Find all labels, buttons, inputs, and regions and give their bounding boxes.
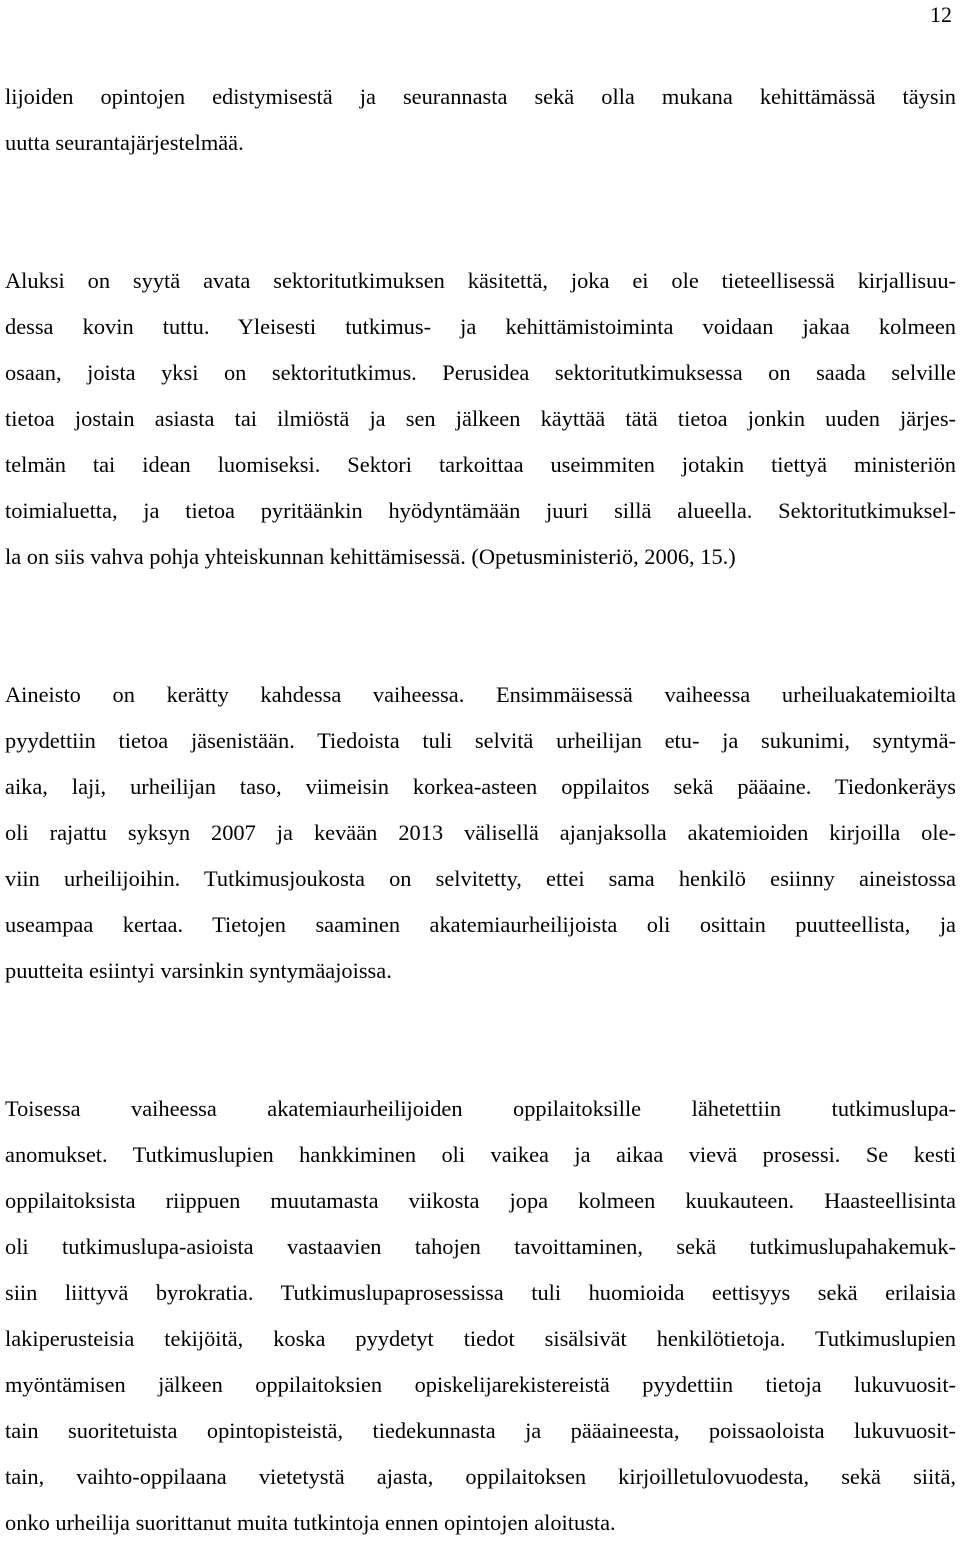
paragraph-3-line-3: aika, laji, urheilijan taso, viimeisin korkea-asteen oppilaitos sekä pääaine. Tiedonkeräys xyxy=(5,774,956,799)
paragraph-4-line-8: tain suoritetuista opintopisteistä, tiedekunnasta ja pääaineesta, poissaoloista lukuvuosit- xyxy=(5,1418,956,1443)
paragraph-3-line-7: puutteita esiintyi varsinkin syntymäajoissa. xyxy=(5,958,392,983)
paragraph-4-line-2: anomukset. Tutkimuslupien hankkiminen oli vaikea ja aikaa vievä prosessi. Se kesti xyxy=(5,1142,956,1167)
paragraph-2-line-6: toimialuetta, ja tietoa pyritäänkin hyödyntämään juuri sillä alueella. Sektoritutkimuksel- xyxy=(5,498,956,523)
paragraph-2-line-7: la on siis vahva pohja yhteiskunnan kehittämisessä. (Opetusministeriö, 2006, 15.) xyxy=(5,544,736,569)
paragraph-1-line-1: lijoiden opintojen edistymisestä ja seurannasta sekä olla mukana kehittämässä täysin xyxy=(5,84,956,109)
paragraph-3-line-5: viin urheilijoihin. Tutkimusjoukosta on selvitetty, ettei sama henkilö esiinny aineistossa xyxy=(5,866,956,891)
paragraph-3-line-6: useampaa kertaa. Tietojen saaminen akatemiaurheilijoista oli osittain puutteellista, ja xyxy=(5,912,956,937)
paragraph-4-line-3: oppilaitoksista riippuen muutamasta viikosta jopa kolmeen kuukauteen. Haasteellisinta xyxy=(5,1188,956,1213)
paragraph-2-line-1: Aluksi on syytä avata sektoritutkimuksen käsitettä, joka ei ole tieteellisessä kirjallisuu- xyxy=(5,268,956,293)
paragraph-2-line-2: dessa kovin tuttu. Yleisesti tutkimus- ja kehittämistoiminta voidaan jakaa kolmeen xyxy=(5,314,956,339)
page-number: 12 xyxy=(930,2,952,27)
paragraph-4-line-4: oli tutkimuslupa-asioista vastaavien tahojen tavoittaminen, sekä tutkimuslupahakemuk- xyxy=(5,1234,956,1259)
paragraph-3-line-4: oli rajattu syksyn 2007 ja kevään 2013 välisellä ajanjaksolla akatemioiden kirjoilla ole- xyxy=(5,820,956,845)
paragraph-2-line-4: tietoa jostain asiasta tai ilmiöstä ja sen jälkeen käyttää tätä tietoa jonkin uuden järjes- xyxy=(5,406,956,431)
paragraph-1-line-2: uutta seurantajärjestelmää. xyxy=(5,130,244,155)
paragraph-4-line-1: Toisessa vaiheessa akatemiaurheilijoiden oppilaitoksille lähetettiin tutkimuslupa- xyxy=(5,1096,956,1121)
paragraph-4-line-6: lakiperusteisia tekijöitä, koska pyydetyt tiedot sisälsivät henkilötietoja. Tutkimuslupien xyxy=(5,1326,956,1351)
paragraph-4-line-10: onko urheilija suorittanut muita tutkintoja ennen opintojen aloitusta. xyxy=(5,1510,616,1535)
paragraph-4-line-7: myöntämisen jälkeen oppilaitoksien opiskelijarekistereistä pyydettiin tietoja lukuvuosit- xyxy=(5,1372,956,1397)
paragraph-3-line-1: Aineisto on kerätty kahdessa vaiheessa. Ensimmäisessä vaiheessa urheiluakatemioilta xyxy=(5,682,956,707)
paragraph-4-line-9: tain, vaihto-oppilaana vietetystä ajasta, oppilaitoksen kirjoilletulovuodesta, sekä siitä, xyxy=(5,1464,956,1489)
paragraph-2-line-3: osaan, joista yksi on sektoritutkimus. Perusidea sektoritutkimuksessa on saada selville xyxy=(5,360,956,385)
paragraph-3-line-2: pyydettiin tietoa jäsenistään. Tiedoista tuli selvitä urheilijan etu- ja sukunimi, syntymä- xyxy=(5,728,956,753)
paragraph-2-line-5: telmän tai idean luomiseksi. Sektori tarkoittaa useimmiten jotakin tiettyä ministeriön xyxy=(5,452,956,477)
paragraph-4-line-5: siin liittyvä byrokratia. Tutkimuslupaprosessissa tuli huomioida eettisyys sekä erilaisia xyxy=(5,1280,956,1305)
